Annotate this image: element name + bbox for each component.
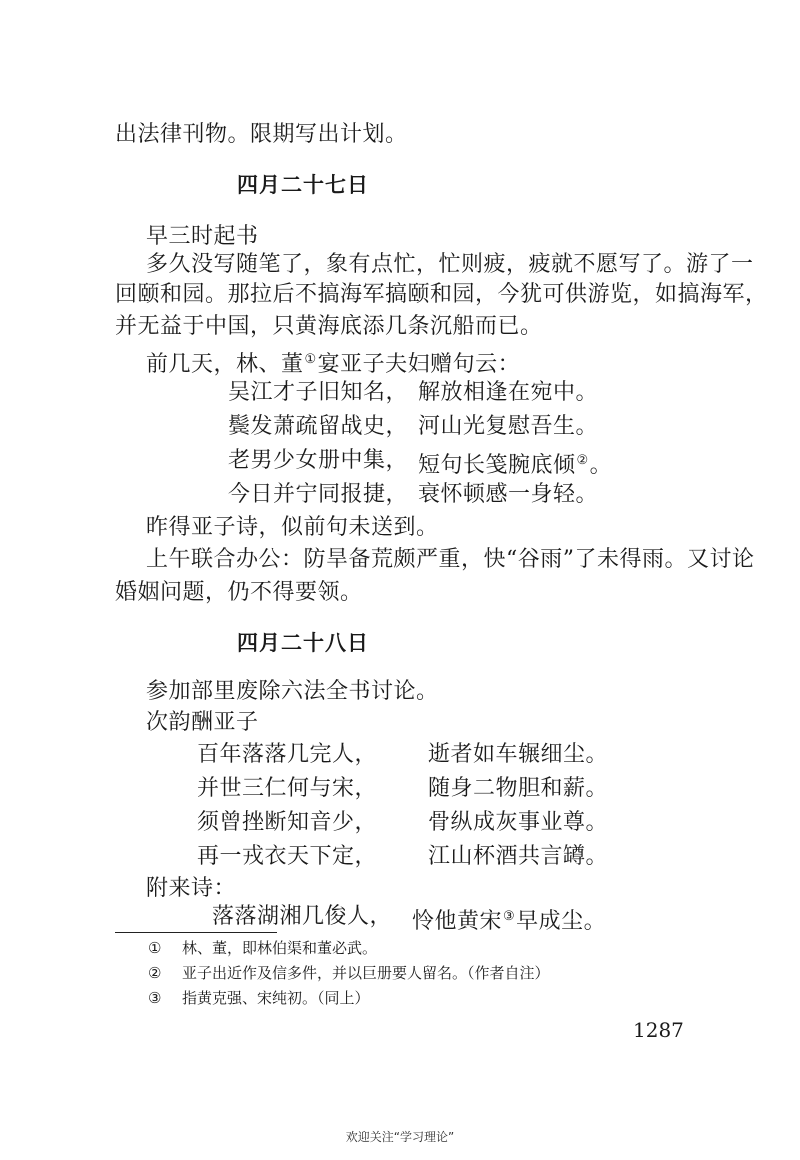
body-line: 回颐和园。那拉后不搞海军搞颐和园，今犹可供游览，如搞海军， [115, 282, 768, 307]
poem-line-left: 老男少女册中集， [228, 448, 409, 473]
body-line: 附来诗： [146, 876, 237, 901]
poem-line-left: 百年落落几完人， [197, 742, 378, 767]
poem-line-left: 吴江才子旧知名， [228, 380, 409, 405]
poem-line-right: 解放相逢在宛中。 [418, 380, 599, 405]
poem-line-left: 并世三仁何与宋， [197, 776, 378, 801]
footnote-divider [115, 932, 277, 933]
footnote-mark: ① [304, 352, 317, 367]
poem-line-left: 落落湖湘几俊人， [212, 904, 393, 929]
poem-line-right: 随身二物胆和薪。 [428, 776, 609, 801]
body-line: 昨得亚子诗，似前句未送到。 [146, 515, 439, 540]
poem-line-right: 骨纵成灰事业尊。 [428, 810, 609, 835]
poem-line-left: 鬓发萧疏留战史， [228, 414, 409, 439]
footnote-number: ③ [148, 989, 162, 1007]
date-heading-april-27: 四月二十七日 [237, 173, 369, 197]
footnote-mark: ② [576, 453, 589, 468]
body-line: 并无益于中国，只黄海底添几条沉船而已。 [115, 314, 543, 339]
body-line [146, 345, 520, 380]
poem-line-right: 逝者如车辗细尘。 [428, 742, 609, 767]
body-text: 前几天，林、董 [146, 352, 304, 377]
footnote [148, 937, 377, 959]
poem-title: 早三时起书 [146, 224, 259, 249]
footnote [148, 987, 370, 1009]
footnote-number: ② [148, 964, 162, 982]
poem-line-right: 衰怀顿感一身轻。 [418, 482, 599, 507]
footnote-text: 林、董，即林伯渠和董必武。 [182, 939, 378, 957]
poem-line-right [412, 902, 606, 937]
poem-text: 短句长笺腕底倾 [418, 453, 576, 478]
body-line: 婚姻问题，仍不得要领。 [115, 580, 363, 605]
poem-line-right: 江山杯酒共言罇。 [428, 844, 609, 869]
footnote-number: ① [148, 939, 162, 957]
page-number: 1287 [633, 1018, 684, 1042]
body-line: 上午联合办公：防旱备荒颇严重，快“谷雨”了未得雨。又讨论 [146, 547, 755, 572]
poem-line-right [418, 446, 612, 481]
footnote [148, 962, 550, 984]
poem-text: 早成尘。 [516, 909, 607, 934]
body-line: 多久没写随笔了，象有点忙，忙则疲，疲就不愿写了。游了一 [146, 252, 754, 277]
watermark-caption: 欢迎关注“学习理论” [345, 1130, 455, 1144]
footnote-mark: ③ [503, 909, 516, 924]
body-text: 宴亚子夫妇赠句云： [317, 352, 521, 377]
body-line: 出法律刊物。限期写出计划。 [115, 122, 408, 147]
date-heading-april-28: 四月二十八日 [237, 631, 369, 655]
footnote-text: 亚子出近作及信多件，并以巨册要人留名。（作者自注） [182, 964, 550, 982]
poem-line-right: 河山光复慰吾生。 [418, 414, 599, 439]
poem-line-left: 再一戎衣天下定， [197, 844, 378, 869]
poem-text: 。 [589, 453, 613, 478]
poem-line-left: 须曾挫断知音少， [197, 810, 378, 835]
poem-text: 怜他黄宋 [412, 909, 503, 934]
body-line: 参加部里废除六法全书讨论。 [146, 679, 439, 704]
footnote-text: 指黄克强、宋纯初。（同上） [182, 989, 370, 1007]
poem-title: 次韵酬亚子 [146, 710, 259, 735]
poem-line-left: 今日并宁同报捷， [228, 482, 409, 507]
